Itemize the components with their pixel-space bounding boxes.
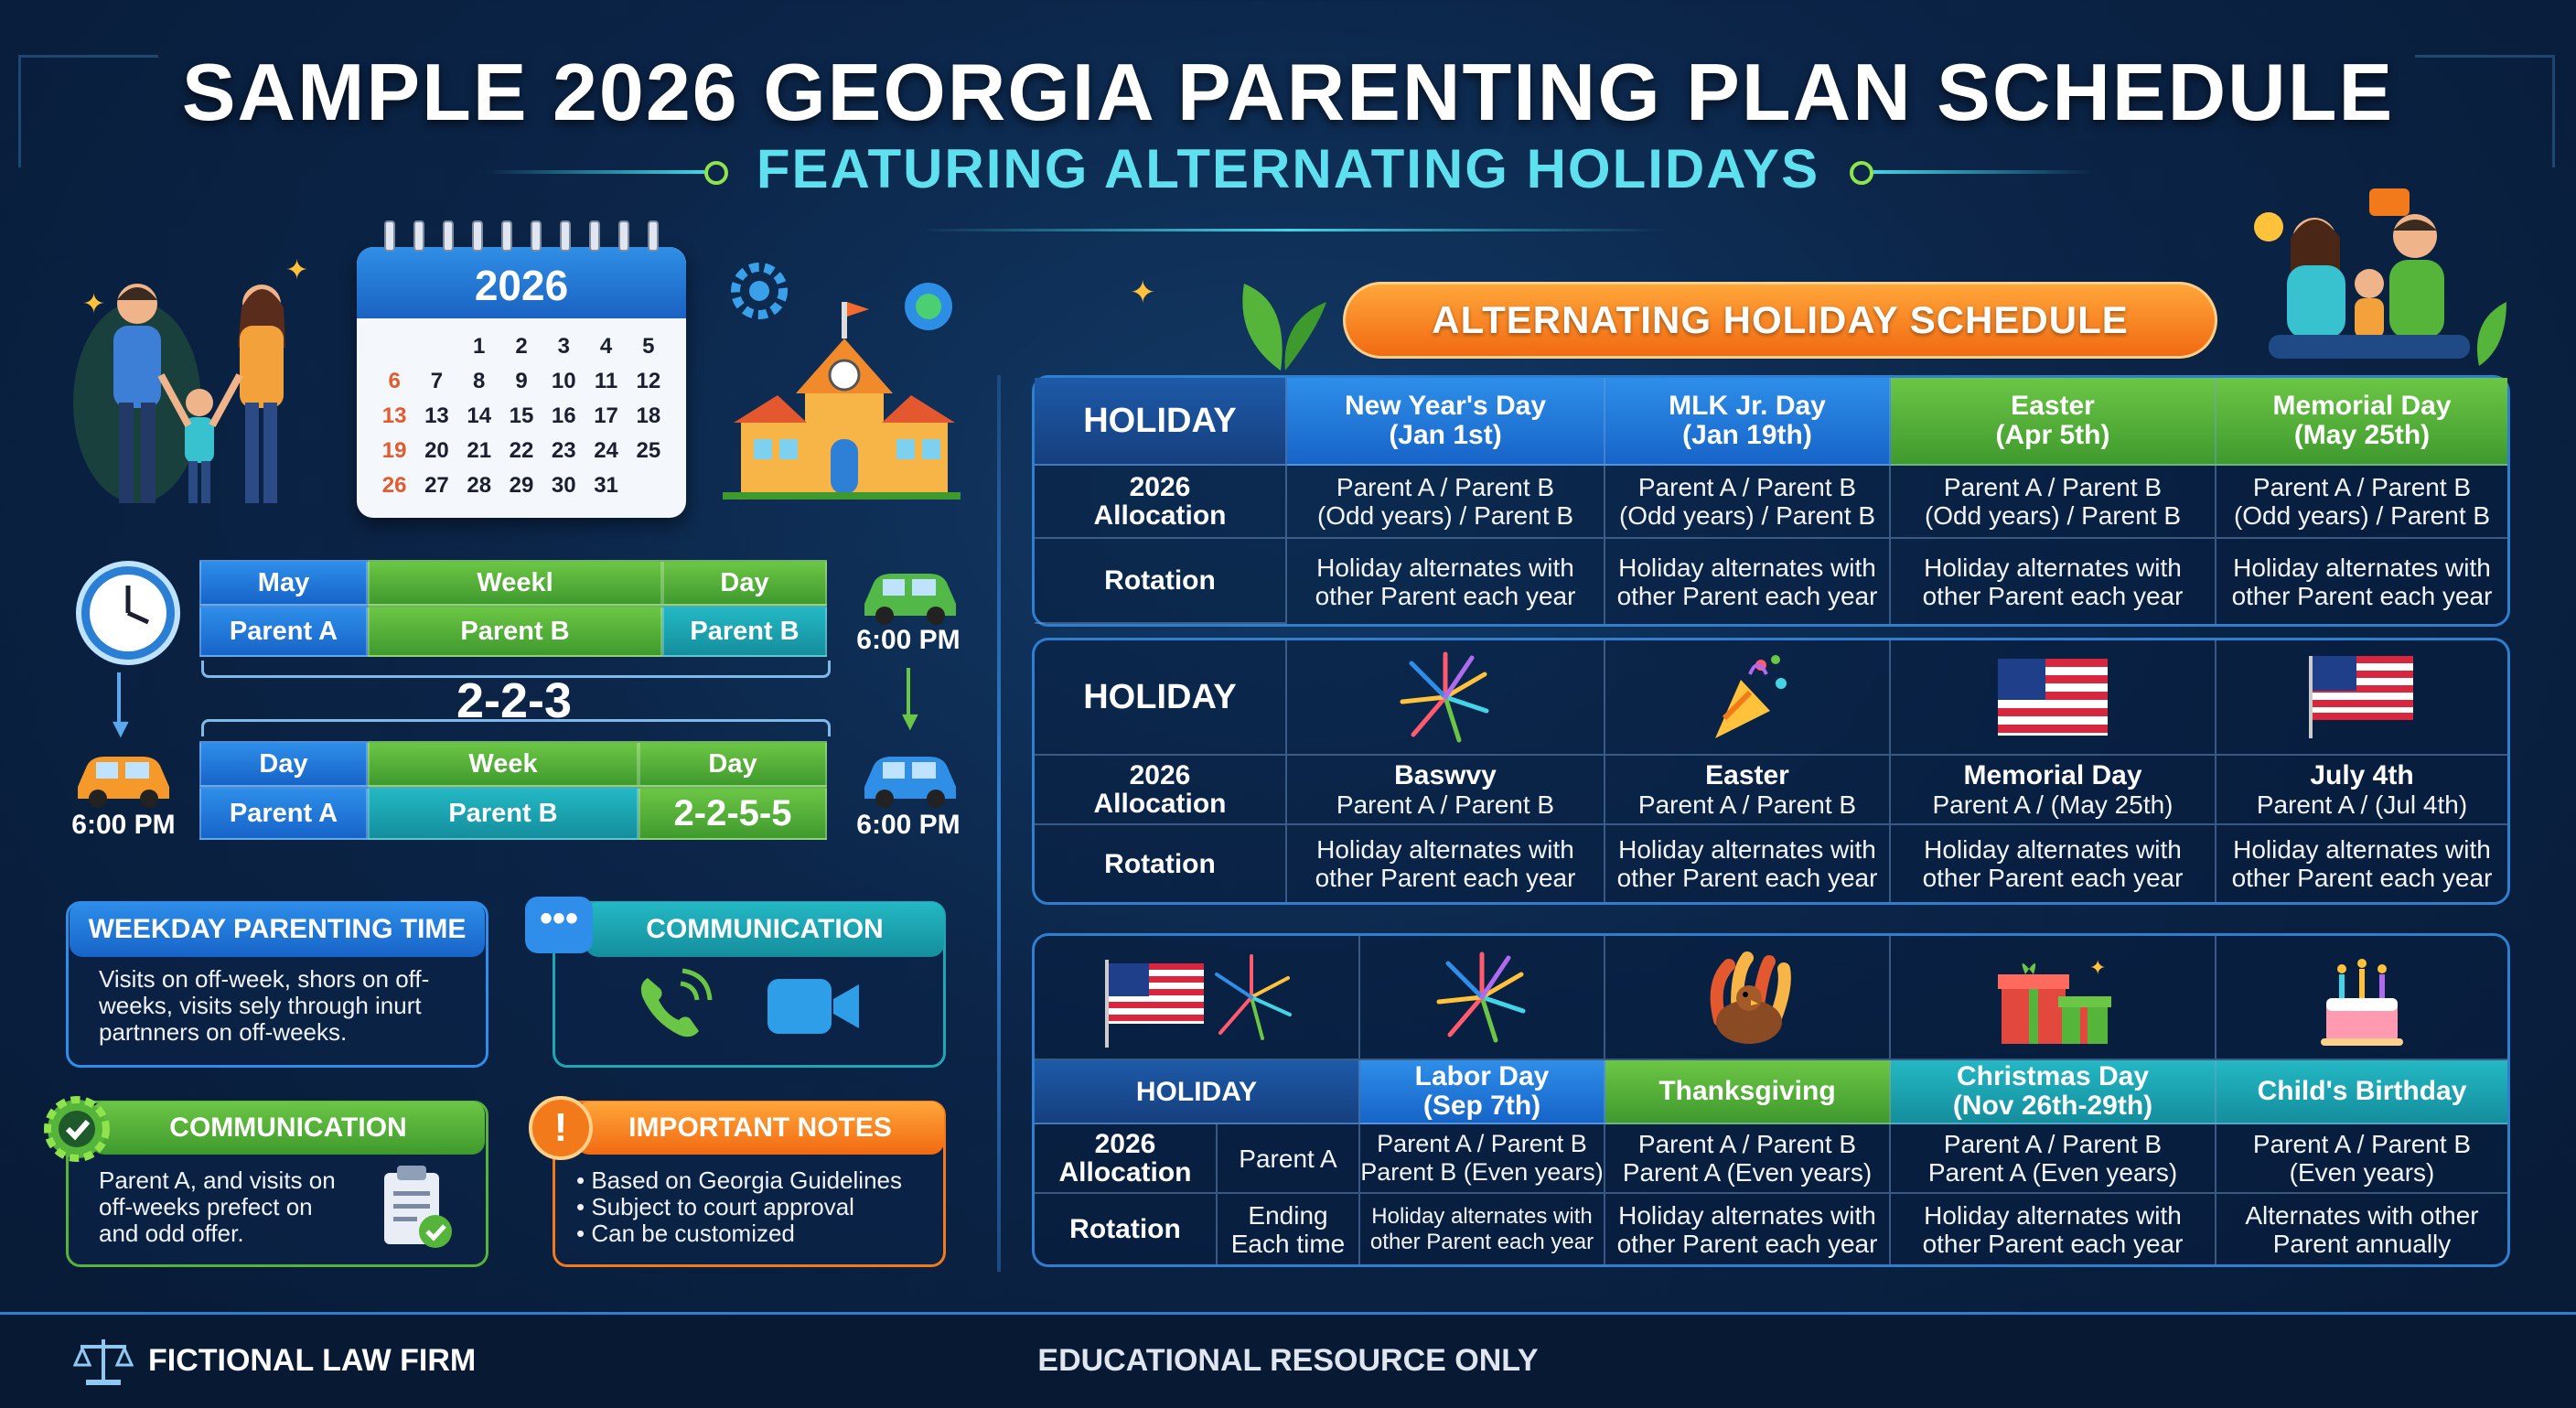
car-icon: [69, 746, 178, 810]
row-label-rotation: Rotation: [1035, 539, 1287, 624]
rotation-cell: Holiday alternates with other Parent each year: [1891, 1194, 2216, 1264]
arrow-down-icon: ▼: [896, 706, 924, 736]
schedule-2255-parent-2: Parent B: [368, 787, 639, 840]
rotation-extra-cell: Ending Each time: [1218, 1194, 1360, 1264]
calendar-day: 18: [636, 403, 661, 428]
calendar-day: 2: [515, 334, 528, 359]
calendar-day: 24: [594, 438, 618, 463]
calendar-day: 9: [515, 369, 528, 393]
calendar-day: 12: [636, 369, 661, 393]
allocation-cell: Parent A / Parent B Parent B (Even years): [1360, 1124, 1605, 1194]
clock-icon: [73, 558, 183, 668]
calendar-day: 30: [551, 473, 576, 498]
calendar-day: 7: [430, 369, 444, 393]
row-label-rotation: Rotation: [1035, 1194, 1218, 1264]
row-label-allocation: 2026 Allocation: [1035, 466, 1287, 539]
sparkle-icon: ✦: [285, 255, 309, 285]
schedule-223-header-2: Weekl: [368, 560, 662, 606]
calendar-day: 11: [594, 369, 618, 393]
calendar-year: 2026: [357, 247, 686, 318]
page-subtitle: FEATURING ALTERNATING HOLIDAYS: [756, 138, 1820, 199]
row-label-allocation: 2026 Allocation: [1035, 756, 1287, 825]
calendar-day: 17: [594, 403, 618, 428]
calendar-day: 19: [381, 438, 407, 463]
row-label-holiday: HOLIDAY: [1035, 640, 1287, 756]
calendar-day: 3: [557, 334, 570, 359]
warning-icon: !: [529, 1096, 593, 1160]
allocation-cell: Parent A / Parent B (Odd years) / Parent B: [1287, 466, 1605, 539]
sparkle-icon: ✦: [82, 289, 106, 319]
holiday-panel-2: [1032, 638, 2510, 905]
rotation-cell: Holiday alternates with other Parent each year: [1605, 539, 1891, 624]
subtitle-deco-dot-right: [1850, 161, 1873, 185]
allocation-cell: Memorial Day Parent A / (May 25th): [1891, 756, 2216, 825]
family-reading-icon: [2232, 183, 2525, 375]
holiday-header-memorial: Memorial Day (May 25th): [2216, 378, 2507, 466]
rotation-cell: Holiday alternates with other Parent each year: [1360, 1194, 1605, 1264]
clipboard-check-icon: [375, 1162, 457, 1253]
chat-bubble-icon: •••: [525, 897, 593, 953]
calendar-day: 1: [473, 334, 486, 359]
holiday-header-easter: Easter (Apr 5th): [1891, 378, 2216, 466]
row-label-rotation: Rotation: [1035, 825, 1287, 902]
holiday-header-thanksgiving: Thanksgiving: [1605, 1060, 1891, 1124]
circuit-decoration-left: [18, 55, 158, 167]
calendar-day: 31: [594, 473, 618, 498]
subtitle-deco-line-left: [485, 170, 704, 174]
us-flag-icon: [2216, 640, 2507, 756]
schedule-223-header-3: Day: [662, 560, 827, 606]
car-icon: [855, 746, 965, 810]
allocation-cell: Parent A / Parent B (Even years): [2216, 1124, 2507, 1194]
schedule-223-parent-1: Parent A: [199, 606, 368, 657]
footer-note: EDUCATIONAL RESOURCE ONLY: [1037, 1343, 1539, 1378]
weekday-parenting-text: Visits on off-week, shors on off- weeks, visits sely through inurt partnners on off-weeks.: [99, 965, 430, 1046]
schedule-2255-header-3: Day: [639, 741, 827, 787]
calendar-day: 16: [551, 403, 576, 428]
communication-title: COMMUNICATION: [585, 902, 944, 957]
birthday-cake-icon: [2216, 936, 2507, 1060]
holiday-header-new-years: New Year's Day (Jan 1st): [1287, 378, 1605, 466]
calendar-day: 8: [473, 369, 486, 393]
schedule-2255-parent-1: Parent A: [199, 787, 368, 840]
allocation-cell: July 4th Parent A / (Jul 4th): [2216, 756, 2507, 825]
school-building-icon: [723, 256, 961, 512]
rotation-cell: Holiday alternates with other Parent each year: [1891, 825, 2216, 902]
allocation-cell: Parent A / Parent B Parent A (Even years): [1891, 1124, 2216, 1194]
calendar-day: 10: [551, 369, 576, 393]
calendar-day: 29: [509, 473, 534, 498]
holiday-header-mlk: MLK Jr. Day (Jan 19th): [1605, 378, 1891, 466]
fireworks-icon: [1287, 640, 1605, 756]
schedule-223-parent-3: Parent B: [662, 606, 827, 657]
holiday-schedule-title: ALTERNATING HOLIDAY SCHEDULE: [1343, 282, 2217, 359]
sparkle-icon: ✦: [1130, 275, 1156, 310]
rotation-cell: Holiday alternates with other Parent each year: [2231, 835, 2493, 892]
us-flag-icon: [1891, 640, 2216, 756]
schedule-223-parent-2: Parent B: [368, 606, 662, 657]
calendar-grid: [357, 318, 686, 501]
allocation-cell: Baswvy Parent A / Parent B: [1287, 756, 1605, 825]
communication-text-2: Parent A, and visits on off-weeks prefect on and odd offer.: [99, 1166, 336, 1247]
holiday-panel-1: [1032, 375, 2510, 627]
rotation-cell: Holiday alternates with other Parent each year: [1287, 825, 1605, 902]
vertical-divider: [997, 375, 1001, 1272]
car-icon: [855, 563, 965, 627]
row-label-allocation: 2026 Allocation: [1035, 1124, 1218, 1194]
divider-glow: [915, 229, 1665, 231]
subtitle-deco-line-right: [1873, 170, 2093, 174]
gear-check-icon: [40, 1092, 113, 1166]
flag-fireworks-icon: [1035, 936, 1360, 1060]
rotation-cell: Holiday alternates with other Parent each year: [1605, 825, 1891, 902]
fireworks-icon: [1360, 936, 1605, 1060]
gift-icon: [1891, 936, 2216, 1060]
calendar-day: 25: [636, 438, 661, 463]
allocation-cell: Parent A / Parent B Parent A (Even years): [1605, 1124, 1891, 1194]
calendar-day: 20: [424, 438, 449, 463]
communication-title-2: COMMUNICATION: [91, 1102, 485, 1155]
pickup-time-right-223: 6:00 PM: [856, 625, 961, 655]
bracket-2255: [201, 719, 831, 736]
calendar-day: [415, 331, 457, 362]
rotation-cell: Holiday alternates with other Parent each year: [1287, 539, 1605, 624]
schedule-223-header-1: May: [199, 560, 368, 606]
rotation-label-223: 2-2-3: [456, 673, 573, 728]
row-label-holiday: HOLIDAY: [1035, 1060, 1360, 1124]
holiday-header-labor-day: Labor Day (Sep 7th): [1360, 1060, 1605, 1124]
svg-text:✦: ✦: [2089, 957, 2107, 980]
phone-icon: [631, 965, 714, 1048]
holiday-header-christmas: Christmas Day (Nov 26th-29th): [1891, 1060, 2216, 1124]
calendar-day: 21: [467, 438, 492, 463]
calendar-day: 13: [381, 403, 407, 428]
row-label-holiday: HOLIDAY: [1035, 378, 1287, 466]
holiday-panel-3: [1032, 933, 2510, 1267]
calendar-day: [373, 331, 415, 362]
calendar-day: 6: [388, 369, 401, 393]
rotation-label-2255: 2-2-5-5: [639, 787, 827, 840]
calendar-day: 22: [509, 438, 534, 463]
rotation-cell: Holiday alternates with other Parent each year: [1605, 1194, 1891, 1264]
calendar-day: 13: [424, 403, 449, 428]
page-title: SAMPLE 2026 GEORGIA PARENTING PLAN SCHEDULE: [181, 47, 2395, 137]
arrow-down-icon: ▼: [107, 714, 134, 744]
pickup-time-left: 6:00 PM: [71, 810, 176, 840]
calendar-day: [628, 470, 670, 501]
video-call-icon: [764, 970, 864, 1043]
allocation-cell: Parent A / Parent B (Odd years) / Parent B: [1605, 466, 1891, 539]
holiday-header-childs-birthday: Child's Birthday: [2216, 1060, 2507, 1124]
calendar-day: 5: [642, 334, 655, 359]
allocation-cell: Parent A / Parent B (Odd years) / Parent B: [1891, 466, 2216, 539]
weekday-parenting-title: WEEKDAY PARENTING TIME: [70, 902, 485, 957]
calendar-day: 23: [551, 438, 576, 463]
turkey-icon: [1605, 936, 1891, 1060]
calendar-day: 15: [509, 403, 534, 428]
rotation-cell: Alternates with other Parent annually: [2245, 1200, 2479, 1258]
subtitle-deco-dot-left: [704, 161, 728, 185]
calendar-rings: [357, 233, 686, 261]
calendar-day: 26: [381, 473, 407, 498]
schedule-2255-header-1: Day: [199, 741, 368, 787]
leaf-decoration-icon: [1217, 265, 1336, 375]
pickup-time-right-2255: 6:00 PM: [856, 810, 961, 840]
allocation-cell: Parent A / Parent B (Odd years) / Parent B: [2216, 466, 2507, 539]
allocation-cell: Easter Parent A / Parent B: [1605, 756, 1891, 825]
calendar-day: 4: [599, 334, 613, 359]
calendar-day: 14: [467, 403, 492, 428]
calendar-day: 28: [467, 473, 492, 498]
calendar-day: 27: [424, 473, 449, 498]
rotation-cell: Holiday alternates with other Parent each year: [1891, 539, 2216, 624]
party-popper-icon: [1605, 640, 1891, 756]
calendar-widget: [357, 247, 686, 518]
rotation-cell: Holiday alternates with other Parent each year: [2231, 553, 2493, 610]
footer-firm-name: FICTIONAL LAW FIRM: [148, 1343, 477, 1378]
schedule-2255-header-2: Week: [368, 741, 639, 787]
circuit-decoration-right: [2415, 55, 2555, 167]
important-notes-text: • Based on Georgia Guidelines • Subject to court approval • Can be customized: [576, 1166, 902, 1247]
allocation-extra-cell: Parent A: [1218, 1124, 1360, 1194]
important-notes-title: IMPORTANT NOTES: [576, 1102, 944, 1155]
